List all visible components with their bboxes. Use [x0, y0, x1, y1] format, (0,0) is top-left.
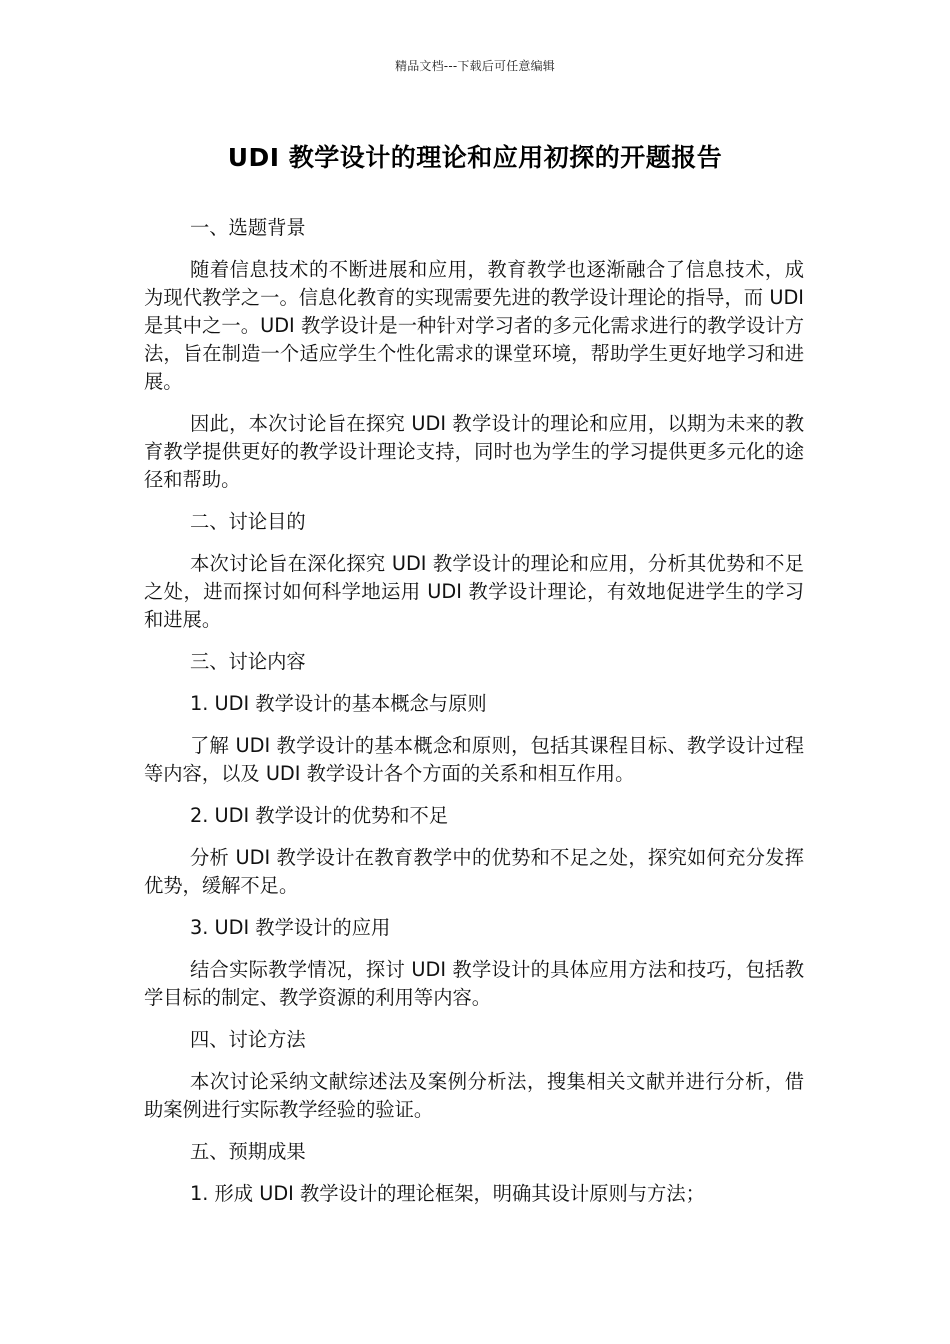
section-heading-content: 三、讨论内容	[190, 650, 306, 673]
section-heading-purpose: 二、讨论目的	[190, 510, 306, 533]
paragraph-background-1: 随着信息技术的不断进展和应用，教育教学也逐渐融合了信息技术，成为现代教学之一。信息化教育的实现需要先进的教学设计理论的指导，而 UDI 是其中之一。UDI 教学设计是一种针对学习者的多元化需求进行的教学设计方法，旨在制造一个适应学生个性化需求的课堂环境，帮助学生更好地学习和进展。	[144, 258, 804, 393]
section-heading-background: 一、选题背景	[190, 216, 306, 239]
outcome-item-1: 1. 形成 UDI 教学设计的理论框架，明确其设计原则与方法；	[190, 1182, 705, 1205]
page-header: 精品文档---下载后可任意编辑	[395, 59, 555, 73]
section-heading-methods: 四、讨论方法	[190, 1028, 306, 1051]
paragraph-concepts: 了解 UDI 教学设计的基本概念和原则，包括其课程目标、教学设计过程等内容，以及 UDI 教学设计各个方面的关系和相互作用。	[144, 734, 804, 785]
paragraph-advantages: 分析 UDI 教学设计在教育教学中的优势和不足之处，探究如何充分发挥优势，缓解不足。	[144, 846, 804, 897]
section-heading-outcomes: 五、预期成果	[190, 1140, 306, 1163]
subheading-concepts: 1. UDI 教学设计的基本概念与原则	[190, 692, 487, 715]
paragraph-background-2: 因此，本次讨论旨在探究 UDI 教学设计的理论和应用，以期为未来的教育教学提供更好的教学设计理论支持，同时也为学生的学习提供更多元化的途径和帮助。	[144, 412, 804, 491]
document-body	[144, 214, 804, 1222]
paragraph-application: 结合实际教学情况，探讨 UDI 教学设计的具体应用方法和技巧，包括教学目标的制定、教学资源的利用等内容。	[144, 958, 804, 1009]
document-title: UDI 教学设计的理论和应用初探的开题报告	[227, 143, 723, 172]
paragraph-methods: 本次讨论采纳文献综述法及案例分析法，搜集相关文献并进行分析，借助案例进行实际教学经验的验证。	[144, 1070, 804, 1121]
subheading-application: 3. UDI 教学设计的应用	[190, 916, 391, 939]
paragraph-purpose: 本次讨论旨在深化探究 UDI 教学设计的理论和应用，分析其优势和不足之处，进而探讨如何科学地运用 UDI 教学设计理论，有效地促进学生的学习和进展。	[144, 552, 804, 631]
subheading-advantages: 2. UDI 教学设计的优势和不足	[190, 804, 449, 827]
